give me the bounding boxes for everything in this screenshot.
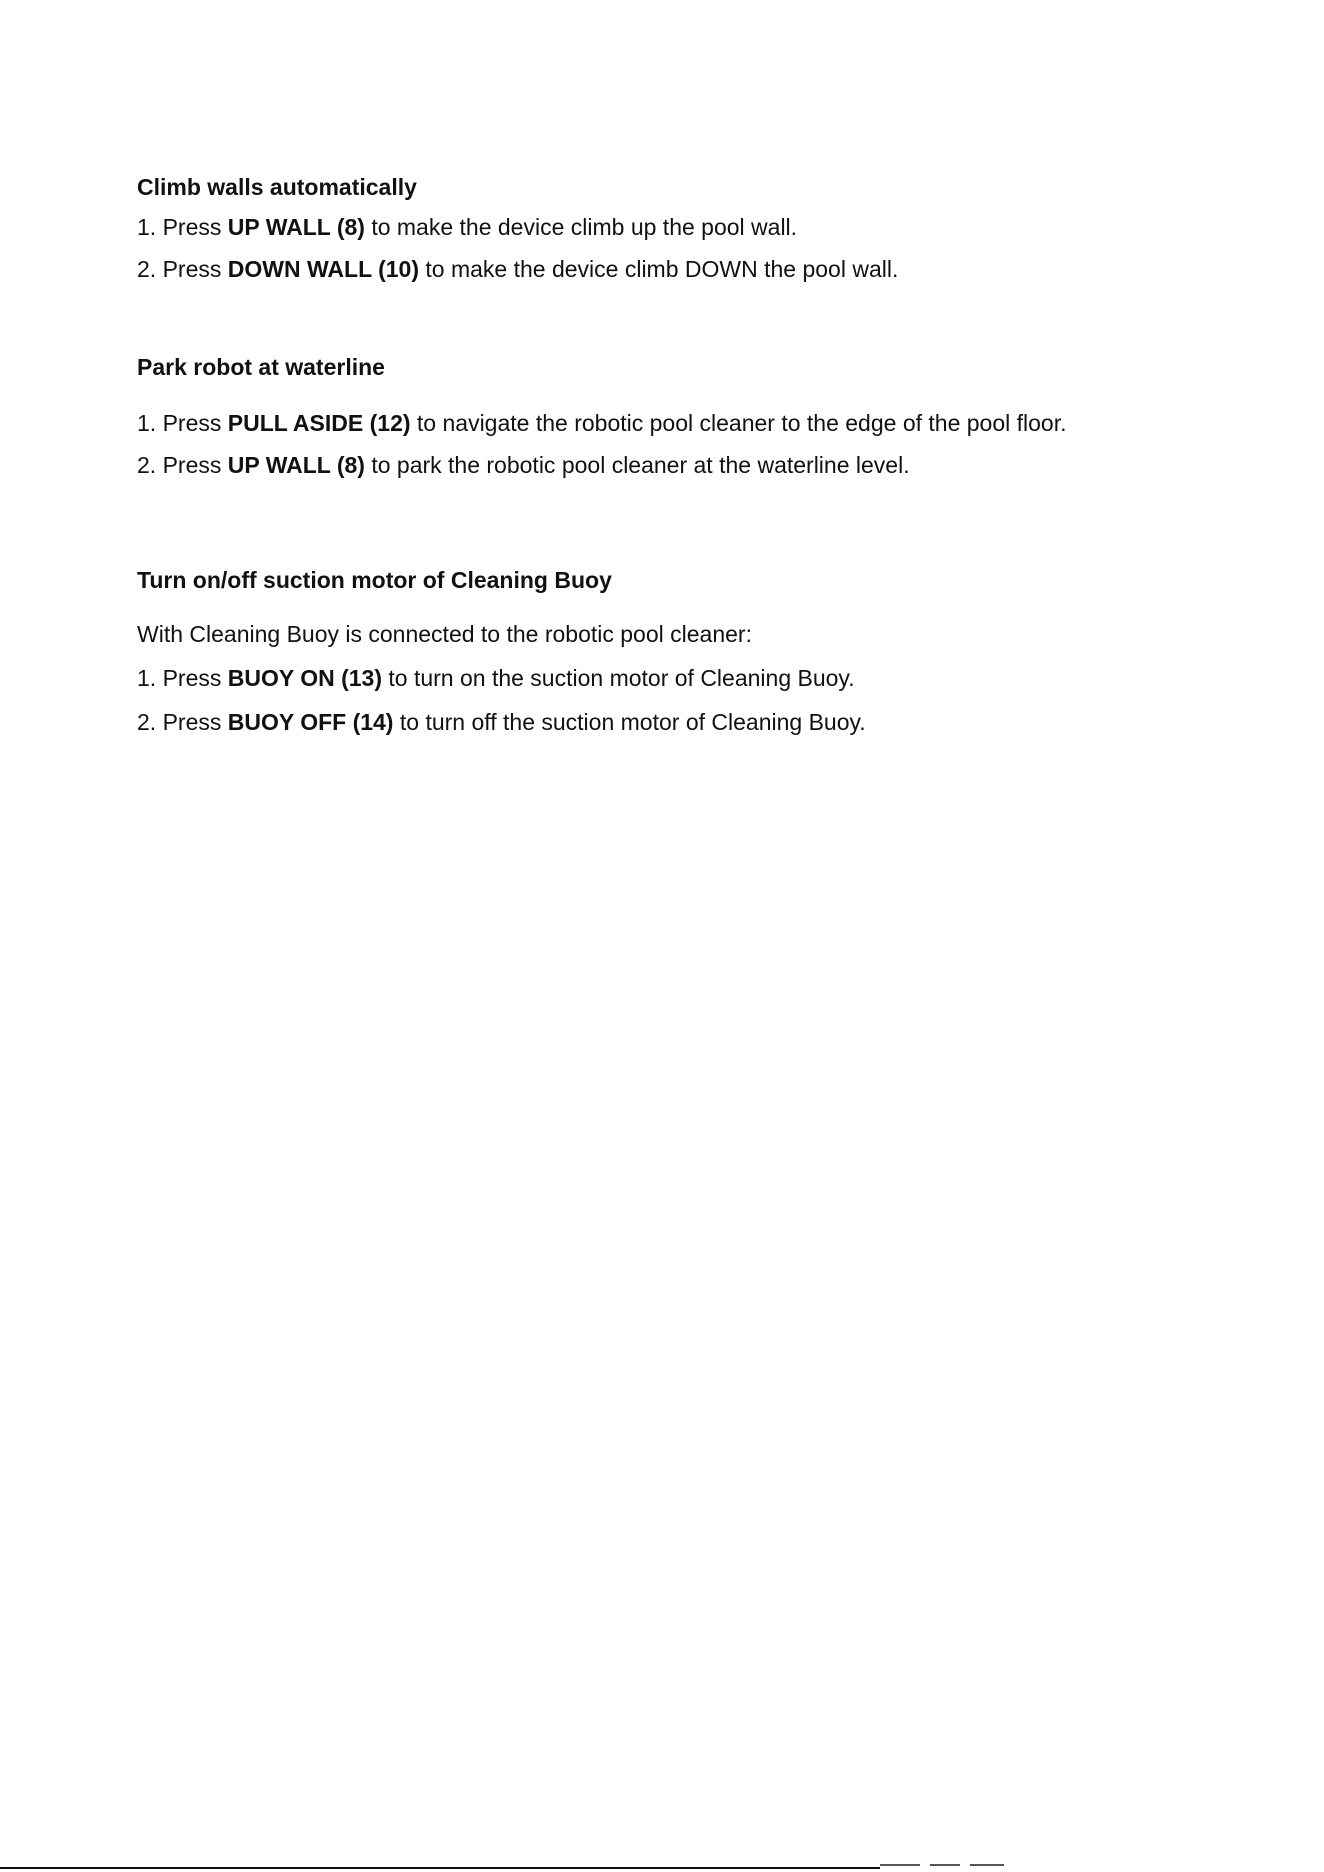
instruction-step: 1. Press PULL ASIDE (12) to navigate the robotic pool cleaner to the edge of the pool floor. — [137, 410, 1067, 436]
button-reference: BUOY ON (13) — [227, 665, 382, 691]
footer-marks — [880, 1864, 1004, 1866]
button-reference: BUOY OFF (14) — [227, 709, 394, 735]
section-heading: Turn on/off suction motor of Cleaning Buoy — [137, 567, 612, 593]
section-cleaning-buoy — [137, 566, 1237, 736]
section-heading: Park robot at waterline — [137, 354, 385, 380]
button-reference: UP WALL (8) — [227, 214, 365, 240]
footer-rule — [0, 1867, 880, 1869]
instruction-step: 2. Press DOWN WALL (10) to make the device climb DOWN the pool wall. — [137, 256, 899, 282]
instruction-step: 2. Press UP WALL (8) to park the robotic pool cleaner at the waterline level. — [137, 452, 910, 478]
instruction-step: 1. Press BUOY ON (13) to turn on the suction motor of Cleaning Buoy. — [137, 665, 855, 691]
intro-text: With Cleaning Buoy is connected to the robotic pool cleaner: — [137, 621, 752, 647]
button-reference: UP WALL (8) — [227, 452, 365, 478]
section-heading: Climb walls automatically — [137, 174, 417, 200]
section-park-robot — [137, 353, 1237, 479]
button-reference: DOWN WALL (10) — [227, 256, 419, 282]
instruction-step: 2. Press BUOY OFF (14) to turn off the suction motor of Cleaning Buoy. — [137, 709, 866, 735]
button-reference: PULL ASIDE (12) — [227, 410, 411, 436]
instruction-step: 1. Press UP WALL (8) to make the device climb up the pool wall. — [137, 214, 798, 240]
section-climb-walls — [137, 173, 1237, 283]
